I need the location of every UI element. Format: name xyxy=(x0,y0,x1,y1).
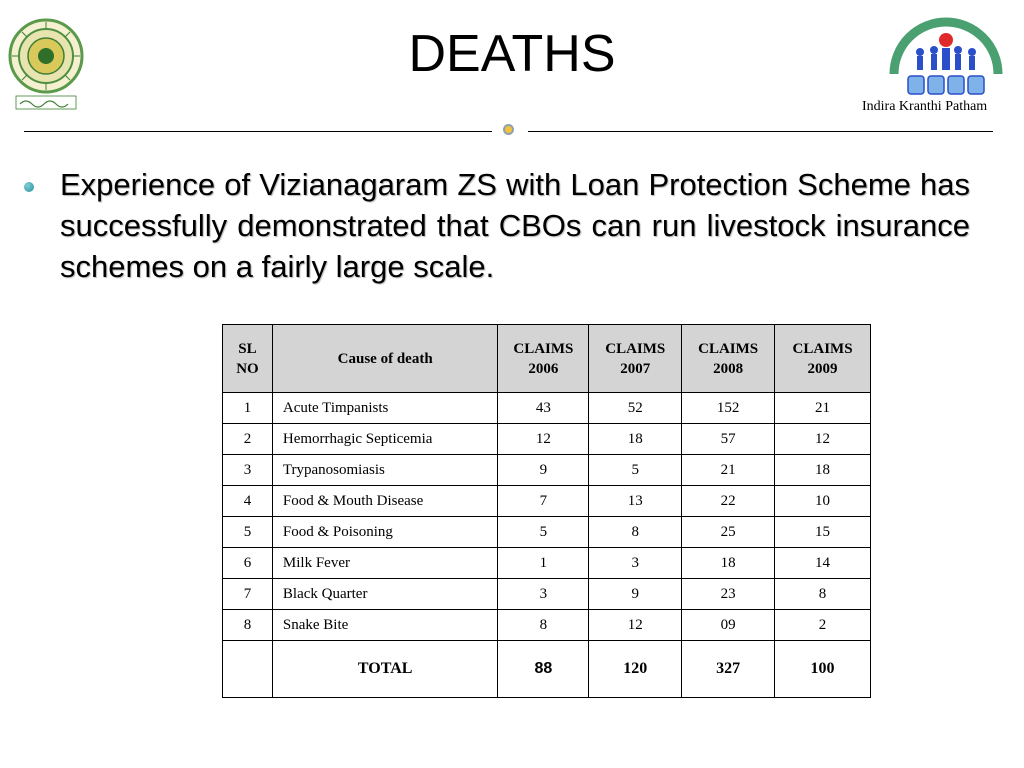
table-row xyxy=(223,424,871,455)
divider-dot-icon xyxy=(503,124,514,135)
total-claims-2008: 327 xyxy=(682,641,775,698)
cell-cause: Black Quarter xyxy=(272,579,498,610)
cell-claims-2008: 25 xyxy=(682,517,775,548)
total-claims-2009: 100 xyxy=(775,641,871,698)
page-title: DEATHS xyxy=(408,25,616,83)
cell-claims-2007: 3 xyxy=(589,548,682,579)
cell-claims-2006: 8 xyxy=(498,610,589,641)
cell-sl: 6 xyxy=(223,548,273,579)
table-row xyxy=(223,610,871,641)
cell-claims-2007: 52 xyxy=(589,393,682,424)
cell-claims-2007: 18 xyxy=(589,424,682,455)
table-row xyxy=(223,486,871,517)
bullet-text: Experience of Vizianagaram ZS with Loan Protection Scheme has successfully demonstrated that CBOs can run livestock insurance schemes on a fairly large scale. xyxy=(60,167,970,284)
cell-claims-2006: 7 xyxy=(498,486,589,517)
cell-claims-2006: 1 xyxy=(498,548,589,579)
deaths-table xyxy=(222,324,871,698)
table-row xyxy=(223,517,871,548)
cell-claims-2008: 09 xyxy=(682,610,775,641)
total-claims-2006: 88 xyxy=(498,641,589,698)
cell-claims-2008: 22 xyxy=(682,486,775,517)
cell-cause: Food & Mouth Disease xyxy=(272,486,498,517)
cell-claims-2008: 23 xyxy=(682,579,775,610)
organization-caption: Indira Kranthi Patham xyxy=(862,99,988,114)
cell-cause: Milk Fever xyxy=(272,548,498,579)
table-row xyxy=(223,579,871,610)
cell-cause: Trypanosomiasis xyxy=(272,455,498,486)
cell-claims-2006: 9 xyxy=(498,455,589,486)
cell-sl: 4 xyxy=(223,486,273,517)
cell-claims-2007: 13 xyxy=(589,486,682,517)
cell-claims-2009: 10 xyxy=(775,486,871,517)
serp-logo-icon xyxy=(884,14,1008,102)
bullet-icon xyxy=(24,182,34,192)
cell-claims-2009: 8 xyxy=(775,579,871,610)
cell-claims-2007: 12 xyxy=(589,610,682,641)
cell-claims-2009: 21 xyxy=(775,393,871,424)
cell-claims-2008: 18 xyxy=(682,548,775,579)
table-row xyxy=(223,455,871,486)
cell-claims-2008: 57 xyxy=(682,424,775,455)
header-cause: Cause of death xyxy=(272,325,498,393)
cell-sl: 1 xyxy=(223,393,273,424)
cell-sl: 8 xyxy=(223,610,273,641)
cell-cause: Food & Poisoning xyxy=(272,517,498,548)
cell-claims-2007: 8 xyxy=(589,517,682,548)
header-sl-no: SL NO xyxy=(223,325,273,393)
table-row xyxy=(223,393,871,424)
cell-cause: Hemorrhagic Septicemia xyxy=(272,424,498,455)
cell-cause: Snake Bite xyxy=(272,610,498,641)
cell-claims-2007: 5 xyxy=(589,455,682,486)
cell-claims-2009: 15 xyxy=(775,517,871,548)
cell-claims-2006: 43 xyxy=(498,393,589,424)
header-divider-right xyxy=(528,131,993,132)
header-claims-2008: CLAIMS 2008 xyxy=(682,325,775,393)
cell-cause: Acute Timpanists xyxy=(272,393,498,424)
table-total-row xyxy=(223,641,871,698)
cell-claims-2008: 21 xyxy=(682,455,775,486)
table-row xyxy=(223,548,871,579)
total-claims-2007: 120 xyxy=(589,641,682,698)
cell-sl xyxy=(223,641,273,698)
header-claims-2007: CLAIMS 2007 xyxy=(589,325,682,393)
header-claims-2006: CLAIMS 2006 xyxy=(498,325,589,393)
cell-claims-2006: 12 xyxy=(498,424,589,455)
cell-claims-2006: 5 xyxy=(498,517,589,548)
cell-claims-2009: 18 xyxy=(775,455,871,486)
cell-claims-2007: 9 xyxy=(589,579,682,610)
cell-claims-2008: 152 xyxy=(682,393,775,424)
header-divider-left xyxy=(24,131,492,132)
cell-sl: 3 xyxy=(223,455,273,486)
cell-claims-2009: 14 xyxy=(775,548,871,579)
cell-claims-2009: 2 xyxy=(775,610,871,641)
table-header-row xyxy=(223,325,871,393)
total-label: TOTAL xyxy=(272,641,498,698)
cell-sl: 2 xyxy=(223,424,273,455)
cell-claims-2006: 3 xyxy=(498,579,589,610)
header-claims-2009: CLAIMS 2009 xyxy=(775,325,871,393)
cell-sl: 5 xyxy=(223,517,273,548)
cell-sl: 7 xyxy=(223,579,273,610)
cell-claims-2009: 12 xyxy=(775,424,871,455)
